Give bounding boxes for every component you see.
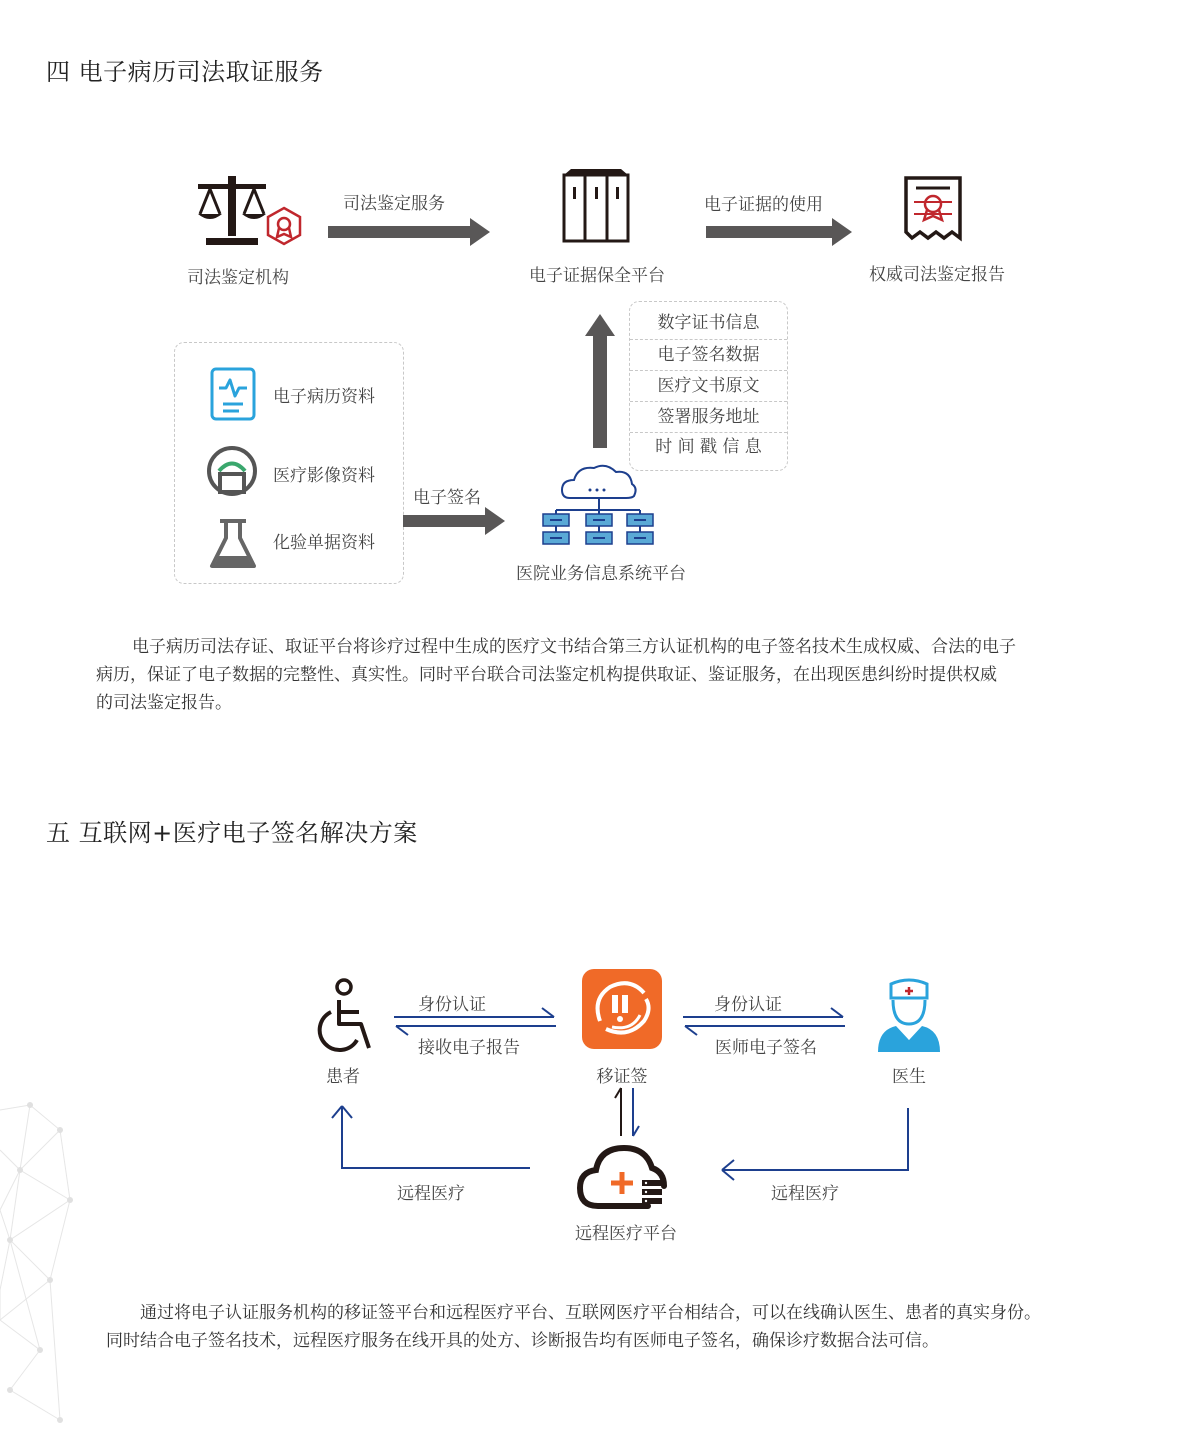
- evidence-platform-label: 电子证据保全平台: [529, 266, 665, 286]
- remote-right-label: 远程医疗: [771, 1184, 839, 1204]
- report-label: 权威司法鉴定报告: [869, 265, 1005, 285]
- remote-platform-label: 远程医疗平台: [575, 1224, 677, 1244]
- paragraph-line: 的司法鉴定报告。: [96, 693, 232, 713]
- esign-label: 电子签名: [413, 488, 481, 508]
- identity-right-label: 身份认证: [714, 995, 782, 1015]
- doctor-to-remote-arrow: [720, 1108, 912, 1182]
- evidence-use-label: 电子证据的使用: [704, 195, 823, 215]
- flask-icon: [208, 518, 258, 572]
- section4-paragraph: [96, 633, 1126, 717]
- network-decoration: [0, 1090, 120, 1431]
- identity-right-arrow: [683, 1006, 845, 1018]
- paragraph-line: 同时结合电子签名技术，远程医疗服务在线开具的处方、诊断报告均有医师电子签名，确保诊疗数据合法可信。: [106, 1331, 939, 1351]
- section5-title: 五 互联网+医疗电子签名解决方案: [46, 819, 418, 847]
- cloud-network-icon: [540, 460, 658, 550]
- app-platform-arrows: [612, 1086, 642, 1138]
- cloud-medical-icon: [576, 1142, 668, 1212]
- app-label: 移证签: [596, 1067, 648, 1087]
- info-item: 医疗文书原文: [657, 376, 760, 396]
- identity-left-arrow: [394, 1006, 556, 1018]
- scale-icon: [192, 172, 272, 248]
- remote-left-label: 远程医疗: [397, 1184, 465, 1204]
- info-item: 电子签名数据: [657, 345, 760, 365]
- identity-left-label: 身份认证: [418, 995, 486, 1015]
- paragraph-line: 通过将电子认证服务机构的移证签平台和远程医疗平台、互联网医疗平台相结合，可以在线确认医生、患者的真实身份。: [140, 1303, 1041, 1323]
- info-item: 时 间 戳 信 息: [655, 437, 762, 457]
- paragraph-line: 病历，保证了电子数据的完整性、真实性。同时平台联合司法鉴定机构提供取证、鉴证服务，在出现医患纠纷时提供权威: [96, 665, 997, 685]
- info-list: [629, 301, 788, 471]
- server-cabinet-icon: [561, 167, 631, 243]
- medical-record-icon: [209, 366, 257, 422]
- section5-paragraph: [106, 1299, 1146, 1355]
- scanner-icon: [205, 444, 259, 498]
- section4-title: 四 电子病历司法取证服务: [46, 58, 324, 86]
- remote-to-patient-arrow: [332, 1104, 532, 1170]
- patient-label: 患者: [326, 1067, 360, 1087]
- info-item: 签署服务地址: [657, 407, 760, 427]
- judicial-service-label: 司法鉴定服务: [343, 194, 445, 214]
- certificate-badge-icon: [266, 206, 302, 246]
- nurse-icon: [874, 978, 944, 1054]
- info-item: 数字证书信息: [657, 313, 760, 333]
- judicial-org-label: 司法鉴定机构: [187, 268, 289, 288]
- judicial-service-arrow: [328, 218, 492, 246]
- receive-report-label: 接收电子报告: [418, 1038, 520, 1058]
- evidence-use-arrow: [706, 218, 854, 246]
- his-platform-label: 医院业务信息系统平台: [516, 564, 686, 584]
- data-item-label: 电子病历资料: [273, 387, 375, 407]
- data-item-label: 医疗影像资料: [273, 466, 375, 486]
- wheelchair-icon: [309, 978, 379, 1054]
- doctor-label: 医生: [892, 1067, 926, 1087]
- upload-arrow: [585, 314, 615, 448]
- paragraph-line: 电子病历司法存证、取证平台将诊疗过程中生成的医疗文书结合第三方认证机构的电子签名技术生成权威、合法的电子: [132, 637, 1016, 657]
- app-logo-icon: [582, 969, 662, 1049]
- esign-arrow: [403, 507, 507, 535]
- doctor-sign-label: 医师电子签名: [715, 1038, 817, 1058]
- judicial-report-icon: [902, 174, 964, 244]
- data-item-label: 化验单据资料: [273, 533, 375, 553]
